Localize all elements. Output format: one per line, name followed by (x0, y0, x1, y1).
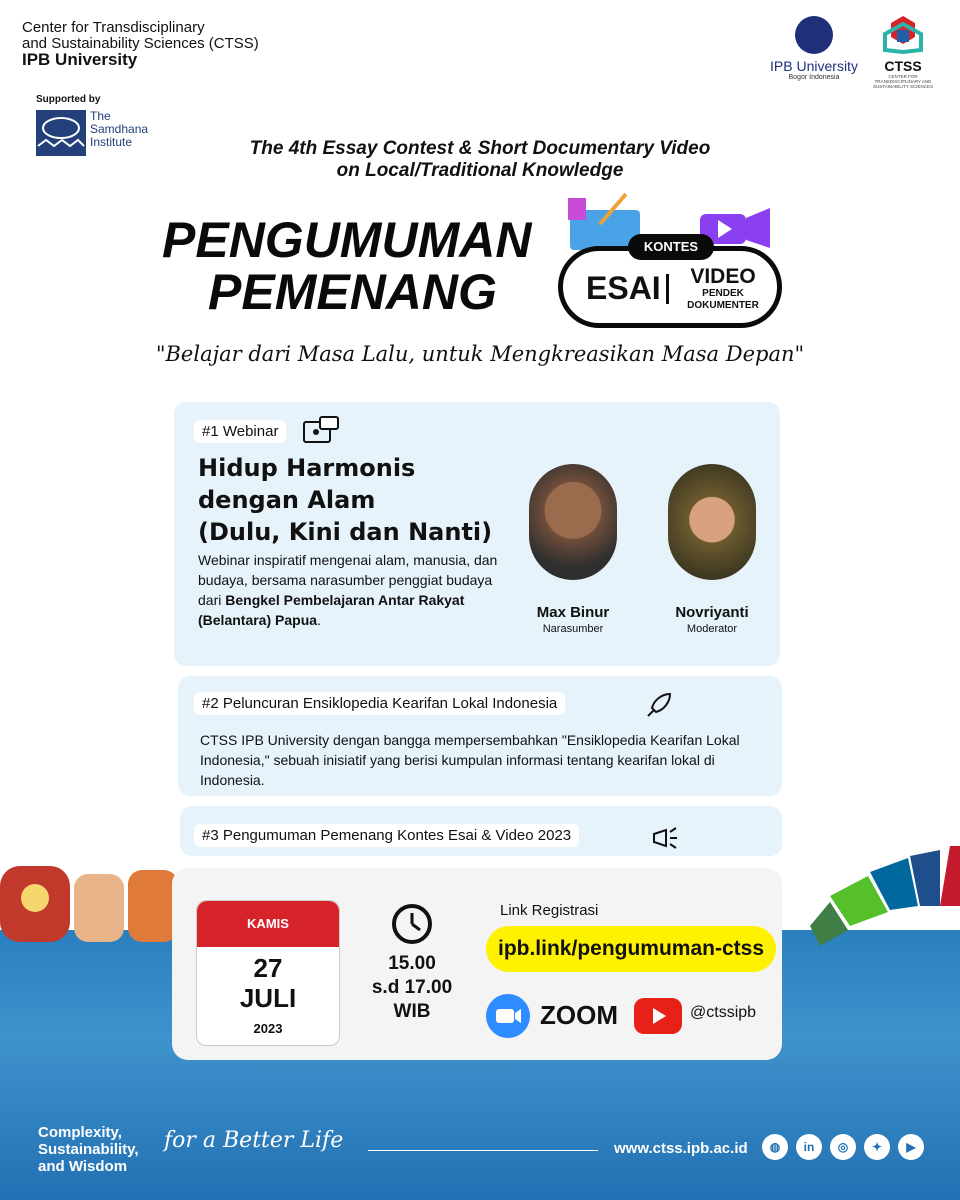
speaker-role: Narasumber (542, 623, 604, 635)
calendar-day: 27 (253, 953, 283, 983)
ipb-sub: Bogor Indonesia (788, 74, 840, 81)
motto-line-2: Sustainability, (38, 1141, 139, 1158)
badge-video (680, 266, 766, 312)
org-name (22, 20, 259, 68)
speaker-novriyanti (648, 464, 776, 635)
badge-esai: ESAI (586, 270, 661, 306)
motto-line-3: and Wisdom (38, 1158, 128, 1175)
tagline: "Belajar dari Masa Lalu, untuk Mengkreasikan Masa Depan" (155, 342, 805, 366)
event-time (352, 952, 472, 1024)
speaker-max (520, 464, 626, 635)
registration-label: Link Registrasi (500, 902, 599, 919)
rocket-icon (644, 690, 674, 720)
webinar-title (198, 452, 492, 548)
footer-divider (368, 1150, 598, 1151)
time-zone: WIB (393, 1001, 431, 1022)
supported-by-label: Supported by (36, 94, 101, 105)
webinar-desc-bold: Bengkel Pembelajaran Antar Rakyat (Belantara) Papua (198, 592, 465, 628)
youtube-icon (634, 998, 682, 1034)
webinar-desc-end: . (317, 612, 321, 628)
clock-icon (390, 902, 434, 946)
zoom-icon (486, 994, 530, 1038)
registration-link[interactable]: ipb.link/pengumuman-ctss (486, 926, 776, 972)
time-end: s.d 17.00 (371, 977, 453, 998)
youtube-small-icon[interactable]: ▶ (898, 1134, 924, 1160)
ipb-logo (766, 16, 862, 81)
badge-video-word: VIDEO (690, 265, 756, 288)
twitter-icon[interactable]: ✦ (864, 1134, 890, 1160)
ctss-logo (870, 14, 936, 89)
badge-kontes: KONTES (628, 234, 714, 260)
avatar (668, 464, 756, 580)
youtube-handle[interactable]: @ctssipb (690, 1004, 757, 1021)
samdhana-logo (36, 110, 148, 156)
webinar-tag: #1 Webinar (194, 420, 286, 443)
motto-line-1: Complexity, (38, 1124, 122, 1141)
speaker-name: Max Binur (536, 604, 610, 621)
encyclopedia-tag: #2 Peluncuran Ensiklopedia Kearifan Lokal Indonesia (194, 692, 565, 715)
speaker-name: Novriyanti (675, 604, 749, 621)
contest-line-2: on Local/Traditional Knowledge (336, 160, 624, 181)
webinar-title-3: (Dulu, Kini dan Nanti) (198, 518, 493, 546)
webinar-title-1: Hidup Harmonis (198, 454, 416, 482)
calendar-year: 2023 (253, 1021, 283, 1036)
headline-line-1: PENGUMUMAN (162, 212, 532, 268)
globe-icon[interactable]: ◍ (762, 1134, 788, 1160)
motto (38, 1124, 139, 1175)
org-line-2: and Sustainability Sciences (CTSS) (22, 35, 259, 52)
samdhana-line-2: Samdhana (90, 122, 149, 136)
ipb-seal-icon (795, 16, 833, 54)
encyclopedia-text: CTSS IPB University dengan bangga mempersembahkan "Ensiklopedia Kearifan Lokal Indonesia," sebuah inisiatif yang berisi kumpulan informasi tentang kearifan lokal di Indonesia. (200, 732, 740, 788)
webinar-title-2: dengan Alam (198, 486, 376, 514)
webinar-description (198, 550, 498, 630)
calendar-day-name: KAMIS (197, 901, 339, 947)
ipb-name: IPB University (770, 58, 858, 74)
headline-line-2: PEMENANG (208, 264, 497, 320)
samdhana-logo-icon (36, 110, 86, 156)
presentation-icon (302, 416, 340, 446)
contest-title (200, 138, 760, 182)
badge-dokumenter: DOKUMENTER (687, 300, 759, 311)
speaker-role: Moderator (686, 623, 738, 635)
instagram-icon[interactable]: ◎ (830, 1134, 856, 1160)
org-line-3: IPB University (22, 50, 138, 69)
avatar (529, 464, 617, 580)
calendar-date (197, 953, 339, 1013)
contest-line-1: The 4th Essay Contest & Short Documentary Video (249, 138, 711, 159)
better-life-script: for a Better Life (164, 1128, 344, 1153)
samdhana-line-3: Institute (90, 135, 133, 149)
page-title (162, 214, 531, 318)
social-icons (762, 1134, 924, 1160)
website-link[interactable]: www.ctss.ipb.ac.id (614, 1140, 748, 1157)
ctss-mark-icon (881, 14, 925, 54)
megaphone-icon (650, 824, 680, 852)
calendar-month: JULI (239, 983, 297, 1013)
webinar-desc-text: Webinar inspiratif mengenai alam, manusia, dan budaya, bersama narasumber penggiat budaya dari (198, 552, 498, 608)
zoom-label: ZOOM (540, 1000, 618, 1030)
ctss-name: CTSS (884, 58, 922, 74)
samdhana-line-1: The (90, 109, 111, 123)
linkedin-icon[interactable]: in (796, 1134, 822, 1160)
org-line-1: Center for Transdisciplinary (22, 19, 205, 36)
badge-separator (666, 274, 669, 304)
time-start: 15.00 (388, 953, 436, 974)
sdg-wheel-illustration (790, 846, 960, 946)
announcement-tag: #3 Pengumuman Pemenang Kontes Esai & Video 2023 (194, 824, 579, 847)
ctss-sub: CENTER FOR TRANSDISCIPLINARY AND SUSTAINABILITY SCIENCES (872, 74, 934, 89)
calendar (196, 900, 340, 1046)
badge-pendek: PENDEK (702, 288, 744, 299)
